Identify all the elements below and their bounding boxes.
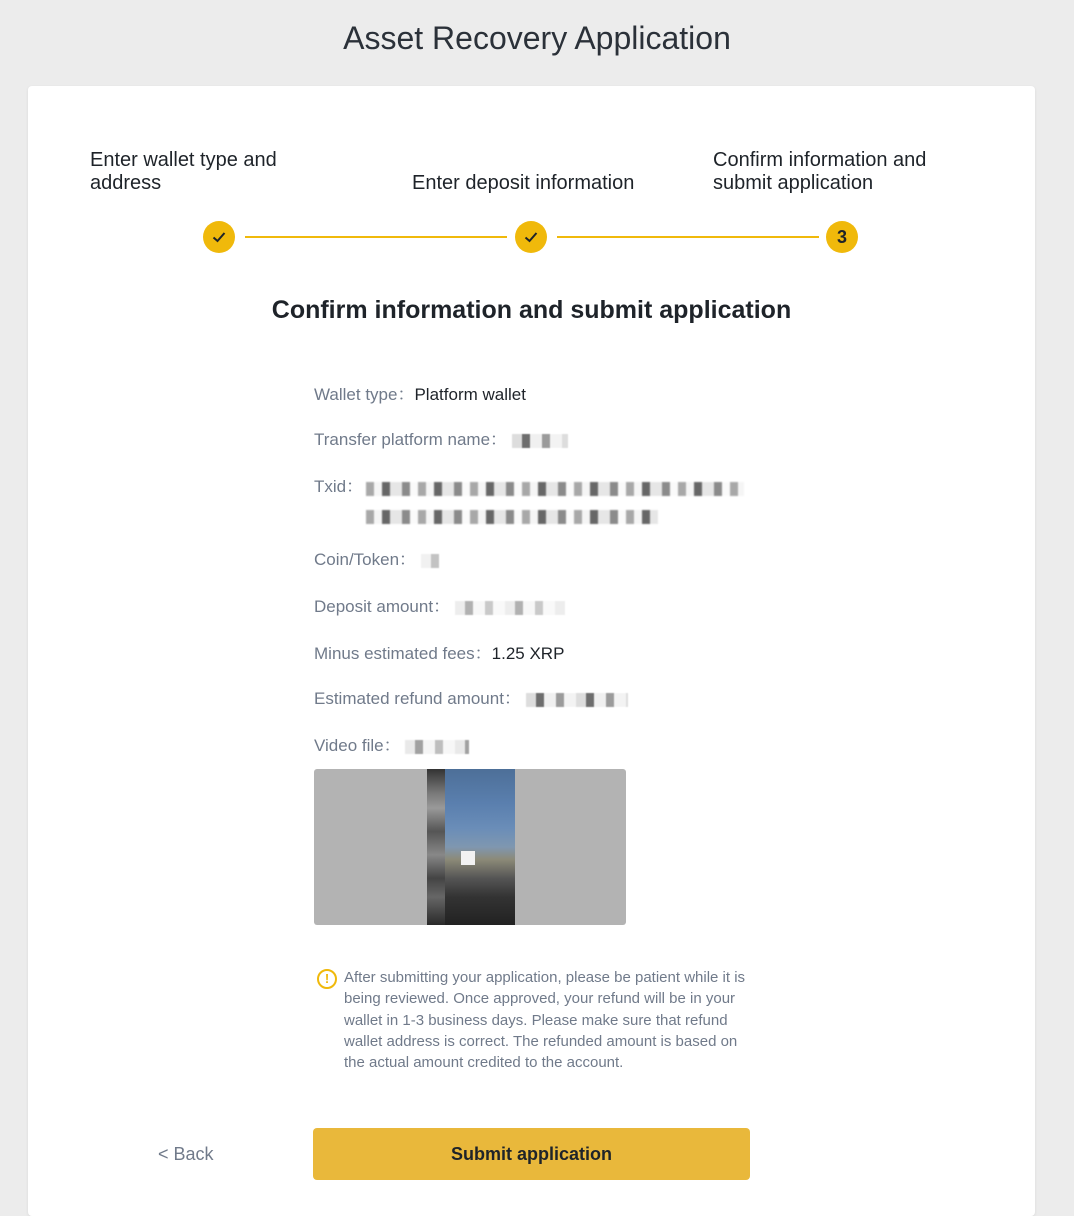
txid-row	[314, 473, 363, 501]
back-link[interactable]: < Back	[158, 1144, 214, 1164]
fees-label: Minus estimated fees：	[314, 644, 492, 663]
deposit-amount-label: Deposit amount：	[314, 597, 451, 616]
wallet-type-value: Platform wallet	[414, 385, 526, 404]
fees-value: 1.25 XRP	[491, 644, 565, 663]
txid-label: Txid：	[314, 477, 364, 496]
video-file-label: Video file：	[314, 736, 401, 755]
step-1-label: Enter wallet type and address	[90, 149, 277, 194]
wallet-type-label: Wallet type：	[314, 385, 415, 404]
step-connector-1	[245, 236, 507, 238]
submit-application-button[interactable]: Submit application	[313, 1128, 750, 1180]
video-thumbnail	[427, 769, 515, 925]
page-title: Asset Recovery Application	[343, 20, 731, 56]
refund-amount-row	[314, 685, 628, 713]
coin-label: Coin/Token：	[314, 550, 417, 569]
section-title: Confirm information and submit application	[271, 296, 792, 324]
step-connector-2	[557, 236, 819, 238]
deposit-amount-row	[314, 593, 565, 621]
step-3-label: Confirm information and submit application	[713, 149, 927, 194]
step-2-label: Enter deposit information	[412, 172, 635, 194]
wallet-type-row	[314, 381, 526, 409]
check-icon	[210, 228, 228, 246]
refund-amount-label: Estimated refund amount：	[314, 689, 521, 708]
step-3-number-text: 3	[836, 226, 847, 247]
warning-circle-icon: !	[317, 969, 337, 989]
redacted-value	[421, 554, 439, 568]
redacted-value	[526, 693, 628, 707]
check-icon	[522, 228, 540, 246]
transfer-platform-label: Transfer platform name：	[314, 430, 508, 449]
redacted-value	[512, 434, 568, 448]
step-1-check	[203, 221, 235, 253]
step-2-check	[515, 221, 547, 253]
notice-text: After submitting your application, please be patient while it is being reviewed. Once approved, your refund will be in your wallet in 1-3 business days. Please make sure that refund wallet address is correct. The refunded amount is based on the actual amount credited to the account.	[344, 969, 746, 1072]
application-card	[28, 86, 1035, 1216]
redacted-txid-line-2	[366, 510, 658, 524]
fees-row	[314, 640, 564, 668]
video-preview[interactable]	[314, 769, 626, 925]
transfer-platform-row	[314, 426, 568, 454]
redacted-value	[455, 601, 565, 615]
redacted-value	[405, 740, 469, 754]
redacted-txid-line-1	[366, 482, 744, 496]
step-3-number	[826, 221, 858, 253]
coin-row	[314, 546, 439, 574]
video-file-row	[314, 732, 469, 760]
